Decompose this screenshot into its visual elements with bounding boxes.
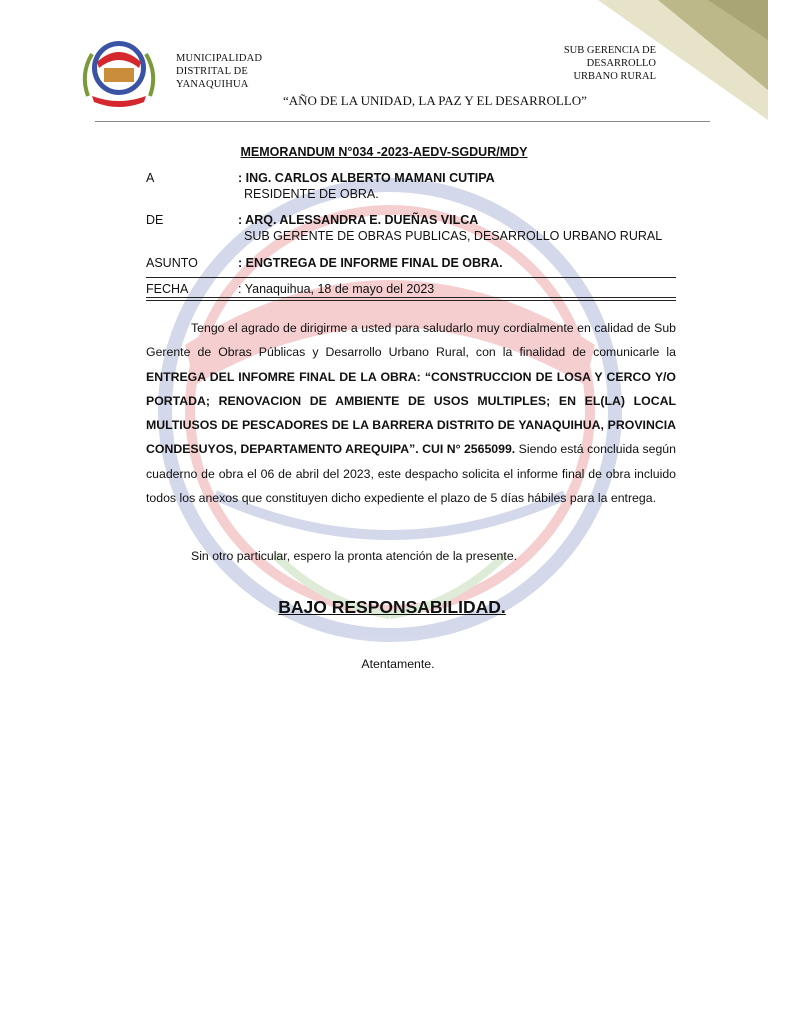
body-request: Siendo está concluida según cuaderno de obra el 06 de abril del 2023, este despacho solicita el informe final de obra incluido todos los anexos que constituyen dicho expediente el plazo de 5 días hábiles para la entrega.: [146, 442, 676, 506]
municipality-line: YANAQUIHUA: [176, 79, 249, 90]
municipality-line: DISTRITAL DE: [176, 66, 249, 77]
body-project-name: ENTREGA DEL INFOMRE FINAL DE LA OBRA: “CONSTRUCCION DE LOSA Y CERCO Y/O PORTADA; RENOVACION DE AMBIENTE DE USOS MULTIPLES; EN EL(LA) LOCAL MULTIUSOS DE PESCADORES DE LA BARRERA DISTRITO DE YANAQUIHUA, PROVINCIA CONDESUYOS, DEPARTAMENTO AREQUIPA”. CUI N° 2565099.: [146, 369, 676, 457]
subject-label: ASUNTO: [146, 256, 198, 270]
from-label: DE: [146, 213, 164, 227]
date-divider-bottom: [146, 300, 676, 301]
department-line: DESARROLLO: [586, 58, 656, 69]
header-divider: [95, 121, 710, 122]
memo-title: MEMORANDUM N°034 -2023-AEDV-SGDUR/MDY: [240, 145, 528, 159]
department-name: [564, 44, 656, 83]
date-value: : Yanaquihua, 18 de mayo del 2023: [238, 282, 435, 296]
date-divider-top: [146, 297, 676, 298]
year-motto: “AÑO DE LA UNIDAD, LA PAZ Y EL DESARROLLO”: [283, 93, 587, 108]
date-label: FECHA: [146, 282, 189, 296]
responsibility-warning: BAJO RESPONSABILIDAD.: [278, 597, 506, 617]
department-line: URBANO RURAL: [573, 71, 656, 82]
subject-divider: [146, 277, 676, 278]
from-value: : ARQ. ALESSANDRA E. DUEÑAS VILCA: [238, 213, 479, 227]
subject-value: : ENGTREGA DE INFORME FINAL DE OBRA.: [238, 256, 503, 270]
to-value: : ING. CARLOS ALBERTO MAMANI CUTIPA: [238, 171, 495, 185]
closing-line: Sin otro particular, espero la pronta atención de la presente.: [191, 549, 518, 563]
municipality-line: MUNICIPALIDAD: [176, 53, 263, 64]
municipality-name: [176, 52, 262, 91]
from-title: SUB GERENTE DE OBRAS PUBLICAS, DESARROLLO URBANO RURAL: [244, 229, 663, 243]
municipality-logo: [78, 34, 160, 114]
signoff: Atentamente.: [361, 657, 435, 671]
department-line: SUB GERENCIA DE: [563, 45, 656, 56]
to-title: RESIDENTE DE OBRA.: [244, 187, 379, 201]
body-paragraph: [146, 316, 676, 510]
body-intro: Tengo el agrado de dirigirme a usted para saludarlo muy cordialmente en calidad de Sub Gerente de Obras Públicas y Desarrollo Urbano Rural, con la finalidad de comunicarle la: [146, 321, 676, 360]
memo-body: [146, 316, 676, 510]
to-label: A: [146, 171, 155, 185]
